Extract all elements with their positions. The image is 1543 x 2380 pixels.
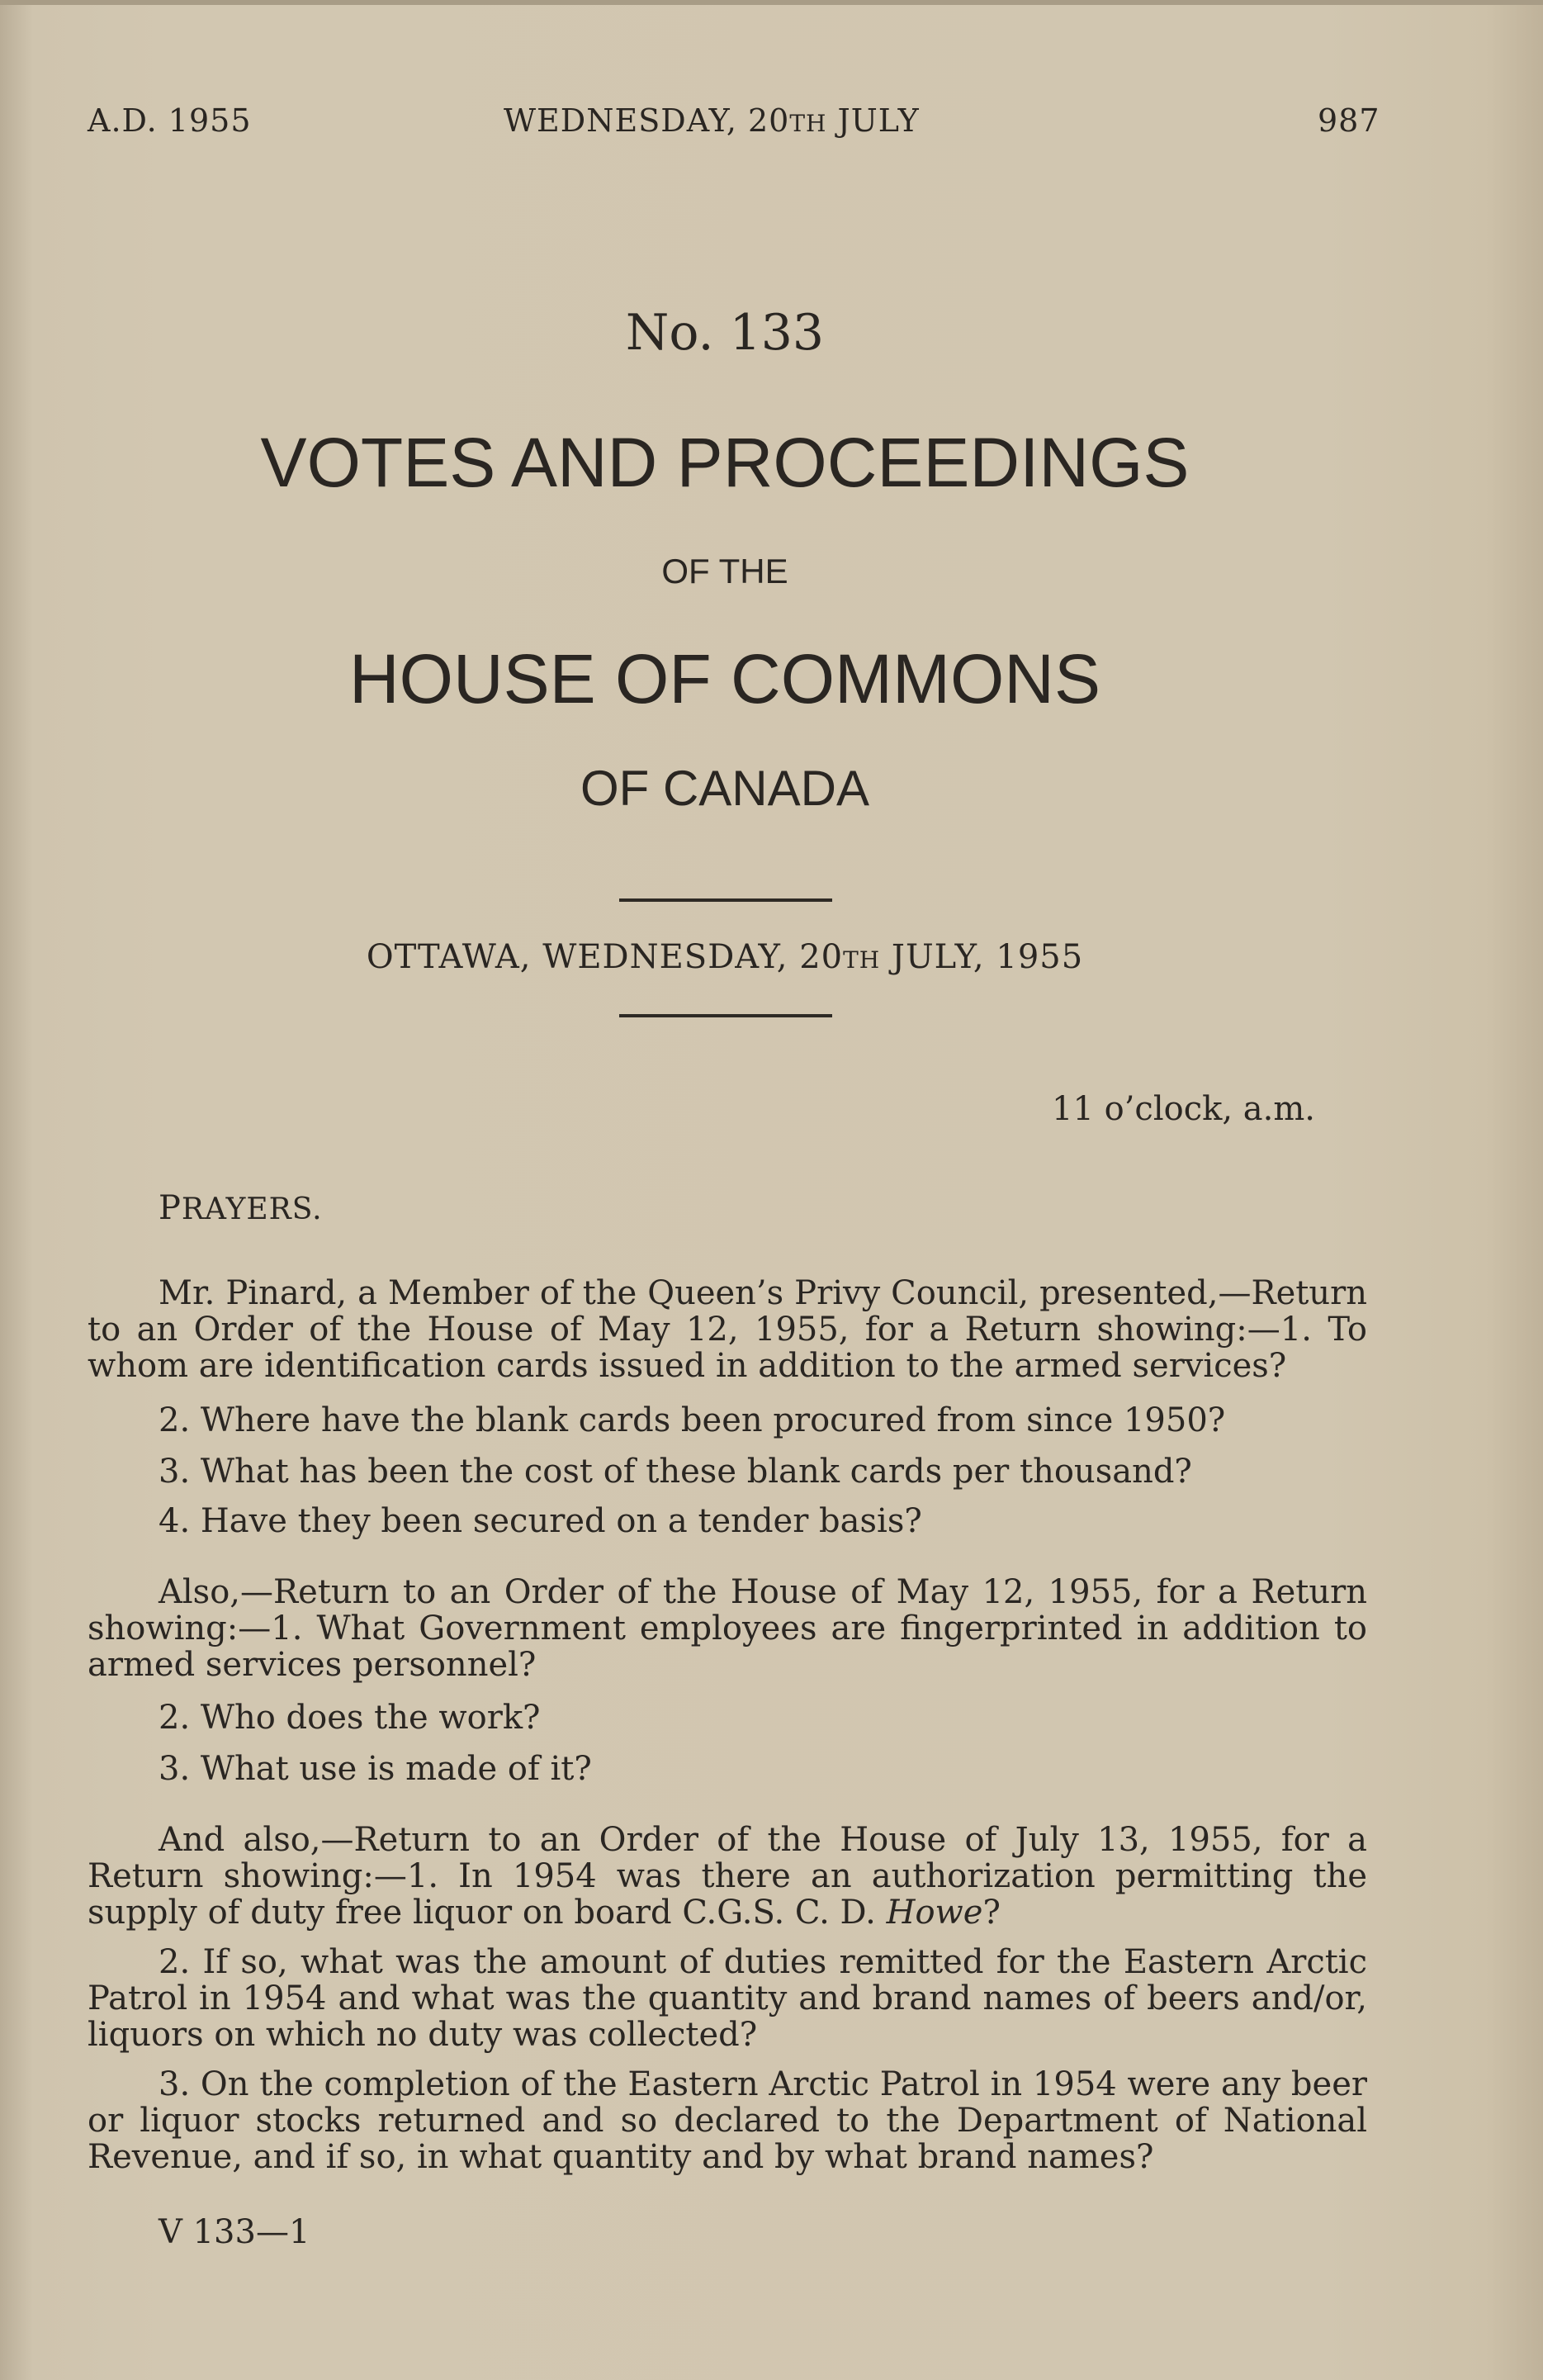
paragraph-return-fingerprinting: Also,—Return to an Order of the House of May 12, 1955, for a Return showing:—1. What Government employees are fingerprinted in addition to armed services personnel?: [88, 1573, 1367, 1684]
issue-number: No. 133: [625, 304, 825, 362]
header-date: [504, 102, 920, 139]
paragraph-3-pre: And also,—Return to an Order of the House of July 13, 1955, for a Return showing:—1. In 1954 was there an authorization permitting the supply of duty free liquor on board C.G.S. C. D.: [88, 1821, 1367, 1932]
header-year: A.D. 1955: [88, 102, 252, 139]
paragraph-duties-remitted: 2. If so, what was the amount of duties remitted for the Eastern Arctic Patrol in 1954 and what was the quantity and brand names of beers and/or, liquors on which no duty was collected?: [88, 1943, 1367, 2054]
list-item: 2. Who does the work?: [159, 1699, 541, 1737]
list-item: 2. Where have the blank cards been procured from since 1950?: [159, 1401, 1226, 1439]
list-item: 3. What has been the cost of these blank cards per thousand?: [159, 1453, 1192, 1491]
prayers-heading: [159, 1189, 323, 1227]
dateline: [0, 938, 1450, 976]
header-date-post: JULY: [826, 102, 920, 139]
divider-bottom: [619, 1014, 832, 1017]
header-date-sup: TH: [789, 110, 827, 137]
prayers-cap: P: [159, 1189, 182, 1227]
title-house-of-commons: HOUSE OF COMMONS: [348, 640, 1100, 718]
divider-top: [619, 898, 832, 902]
page-top-edge: [0, 0, 1543, 5]
sitting-time: 11 o’clock, a.m.: [1052, 1090, 1315, 1128]
dateline-post: JULY, 1955: [880, 938, 1084, 976]
title-of-canada: OF CANADA: [580, 761, 870, 816]
dateline-sup: TH: [843, 946, 881, 974]
paragraph-return-duty-free-liquor: [88, 1822, 1367, 1931]
paragraph-3-post: ?: [982, 1894, 1001, 1932]
prayers-rest: RAYERS.: [181, 1192, 323, 1226]
ship-name: Howe: [886, 1894, 983, 1932]
list-item: 4. Have they been secured on a tender basis?: [159, 1502, 922, 1540]
list-item: 3. What use is made of it?: [159, 1750, 592, 1788]
dateline-pre: OTTAWA, WEDNESDAY, 20: [366, 938, 844, 976]
paragraph-stocks-returned: 3. On the completion of the Eastern Arctic Patrol in 1954 were any beer or liquor stocks returned and so declared to the Department of National Revenue, and if so, in what quantity and by what brand names?: [88, 2065, 1367, 2176]
title-of-the: OF THE: [661, 552, 788, 590]
header-page-number: 987: [1318, 102, 1380, 139]
signature-mark: V 133—1: [159, 2213, 310, 2251]
header-date-pre: WEDNESDAY, 20: [504, 102, 790, 139]
paragraph-return-identification-cards: Mr. Pinard, a Member of the Queen’s Privy Council, presented,—Return to an Order of the House of May 12, 1955, for a Return showing:—1. To whom are identification cards issued in addition to the armed services?: [88, 1274, 1367, 1385]
title-votes-and-proceedings: VOTES AND PROCEEDINGS: [260, 424, 1190, 501]
